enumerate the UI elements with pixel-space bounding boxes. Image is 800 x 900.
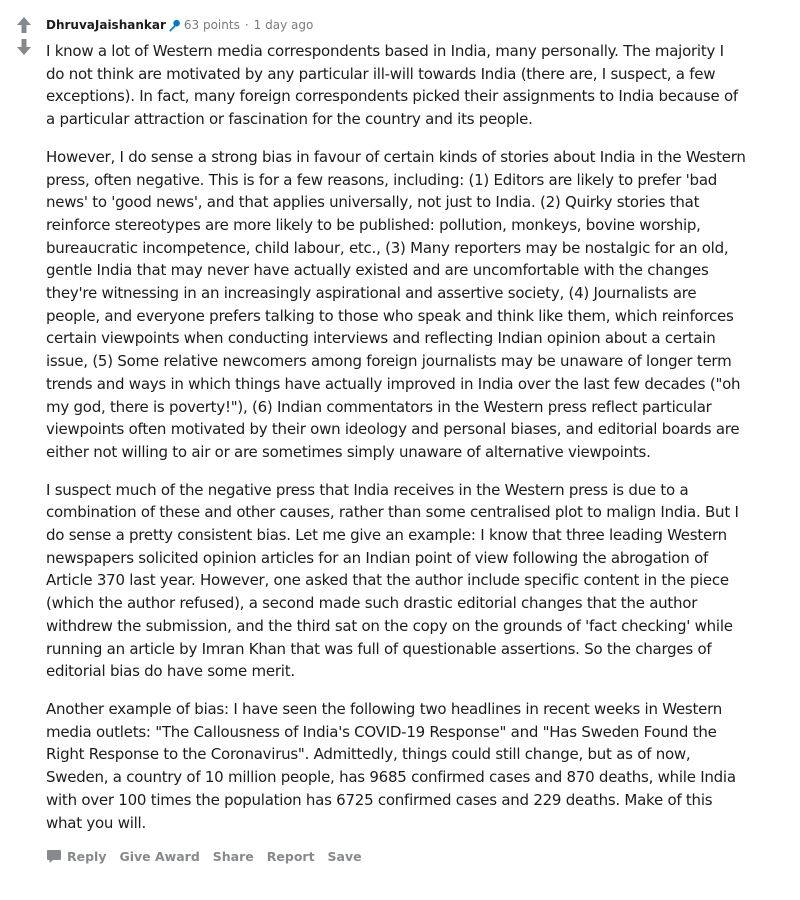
vote-column (12, 14, 36, 58)
timestamp[interactable]: 1 day ago (253, 18, 314, 32)
share-label: Share (212, 849, 254, 865)
save-label: Save (327, 849, 362, 865)
comment-paragraph: However, I do sense a strong bias in favour of certain kinds of stories about India in the Western press, often negative. This is for a few reasons, including: (1) Editors are likely to prefer 'bad news' to 'good news', and that applies universally, not just to India. (2) Quirky stories that reinforce stereotypes are more likely to be published: pollution, monkeys, bovine worship, bureaucratic incompetence, child labour, etc., (3) Many reporters may be nostalgic for an old, gentle India that may never have actually existed and are uncomfortable with the changes they're witnessing in an increasingly aspirational and assertive society, (4) Journalists are people, and everyone prefers talking to those who speak and think like them, which reinforces certain viewpoints when conducting interviews and reflecting Indian opinion about a certain issue, (5) Some relative newcomers among foreign journalists may be unaware of longer term trends and ways in which things have actually improved in India over the last few decades ("oh my god, there is poverty!"), (6) Indian commentators in the Western press reflect particular viewpoints often motivated by their own ideology and personal biases, and editorial boards are either not willing to air or are sometimes simply unaware of alternative viewpoints. (46, 147, 746, 461)
downvote-arrow-icon (16, 38, 32, 56)
save-button[interactable] (328, 849, 362, 864)
give-award-label: Give Award (119, 849, 200, 865)
comment-bubble-icon (46, 849, 62, 864)
microphone-icon (168, 19, 181, 32)
reply-button[interactable] (46, 849, 106, 864)
meta-separator: · (244, 18, 249, 32)
comment-content (46, 14, 746, 864)
comment-body (46, 40, 746, 834)
downvote-button[interactable] (12, 36, 36, 58)
report-label: Report (266, 849, 315, 865)
comment-paragraph: I suspect much of the negative press that India receives in the Western press is due to a combination of these and other causes, rather than some centralised plot to malign India. But I do sense a pretty consistent bias. Let me give an example: I know that three leading Western newspapers solicited opinion articles for an Indian point of view following the abrogation of Article 370 last year. However, one asked that the author include specific content in the piece (which the author refused), a second made such drastic editorial changes that the author withdrew the submission, and the third sat on the copy on the grounds of 'fact checking' while running an article by Imran Khan that was full of questionable assertions. So the charges of editorial bias do have some merit. (46, 480, 739, 681)
reply-label: Reply (67, 849, 107, 865)
give-award-button[interactable] (119, 849, 199, 864)
comment-actions (46, 849, 746, 864)
comment-paragraph: Another example of bias: I have seen the following two headlines in recent weeks in Western media outlets: "The Callousness of India's COVID-19 Response" and "Has Sweden Found the Right Response to the Coronavirus". Admittedly, things could still change, but as of now, Sweden, a country of 10 million people, has 9685 confirmed cases and 870 deaths, while India with over 100 times the population has 6725 confirmed cases and 229 deaths. Make of this what you will. (46, 699, 736, 832)
author-name[interactable]: DhruvaJaishankar (46, 18, 166, 32)
comment-meta (46, 14, 746, 36)
upvote-button[interactable] (12, 14, 36, 36)
share-button[interactable] (213, 849, 254, 864)
points: 63 points (183, 18, 240, 32)
comment-paragraph: I know a lot of Western media correspondents based in India, many personally. The majority I do not think are motivated by any particular ill-will towards India (there are, I suspect, a few exceptions). In fact, many foreign correspondents picked their assignments to India because of a particular attraction or fascination for the country and its people. (46, 42, 738, 129)
upvote-arrow-icon (16, 16, 32, 34)
report-button[interactable] (267, 849, 315, 864)
